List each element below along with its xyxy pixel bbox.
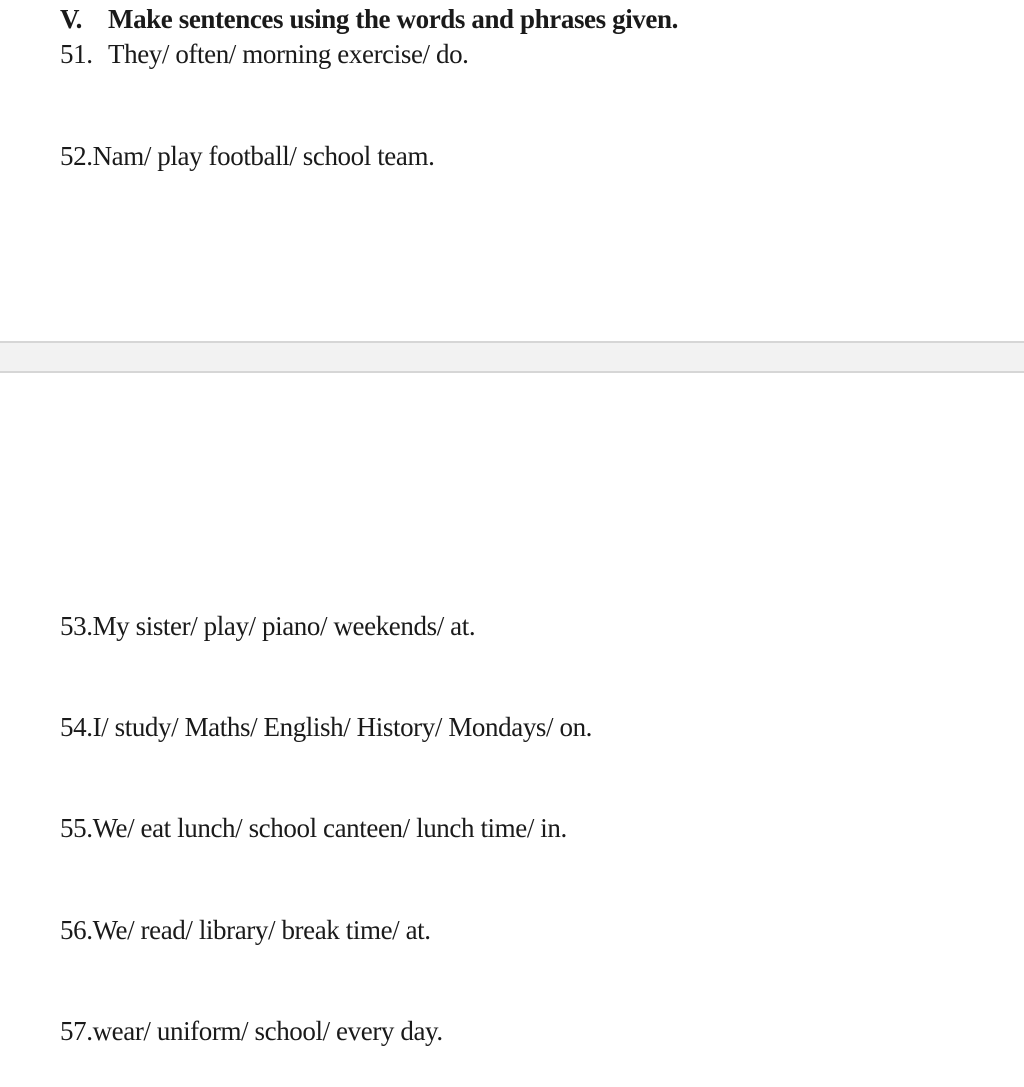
item-number: 57. — [60, 1016, 93, 1046]
exercise-item-57 — [60, 1016, 443, 1046]
item-prompt: Nam/ play football/ school team. — [92, 141, 435, 171]
document-page-1 — [0, 0, 1024, 341]
exercise-item-55 — [60, 813, 567, 843]
exercise-item-54 — [60, 712, 592, 742]
page-break — [0, 341, 1024, 373]
item-number: 54. — [60, 712, 93, 742]
item-prompt: I/ study/ Maths/ English/ History/ Mondays/ on. — [92, 712, 593, 742]
item-number: 55. — [60, 813, 93, 843]
item-prompt: We/ read/ library/ break time/ at. — [92, 915, 431, 945]
exercise-item-51 — [60, 39, 469, 69]
item-number: 56. — [60, 915, 93, 945]
exercise-item-53 — [60, 611, 475, 641]
item-number: 51. — [60, 39, 93, 69]
item-prompt: We/ eat lunch/ school canteen/ lunch time/ in. — [92, 813, 567, 843]
item-prompt: wear/ uniform/ school/ every day. — [92, 1016, 443, 1046]
exercise-item-56 — [60, 915, 431, 945]
item-number: 53. — [60, 611, 93, 641]
section-number: V. — [60, 4, 82, 34]
item-prompt: They/ often/ morning exercise/ do. — [108, 39, 469, 69]
item-prompt: My sister/ play/ piano/ weekends/ at. — [92, 611, 476, 641]
section-title: Make sentences using the words and phrases given. — [108, 4, 678, 34]
section-heading — [60, 4, 678, 34]
exercise-item-52 — [60, 141, 434, 171]
item-number: 52. — [60, 141, 93, 171]
